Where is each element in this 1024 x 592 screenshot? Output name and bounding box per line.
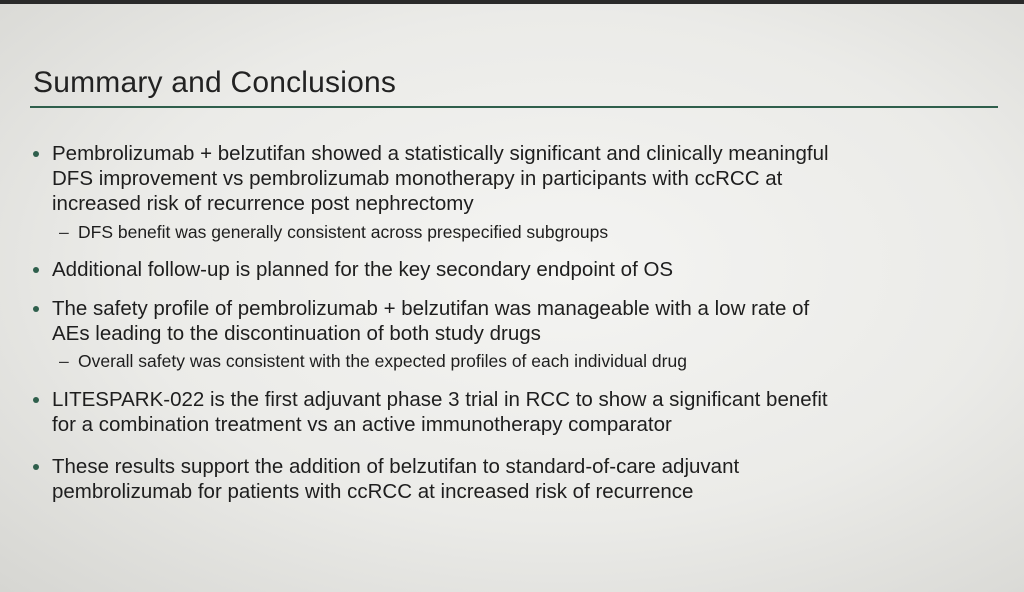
bullet-text-line: DFS improvement vs pembrolizumab monotherapy in participants with ccRCC at xyxy=(52,167,783,190)
bullet-text-line: The safety profile of pembrolizumab + belzutifan was manageable with a low rate of xyxy=(52,297,810,320)
sub-bullet-item xyxy=(59,221,978,243)
bullet-dot-icon xyxy=(33,397,39,403)
bullet-dot-icon xyxy=(33,267,39,273)
slide-title: Summary and Conclusions xyxy=(33,66,397,99)
sub-bullet-dash-icon: – xyxy=(59,222,69,242)
bullet-item xyxy=(52,141,992,216)
bullet-text-line: for a combination treatment vs an active immunotherapy comparator xyxy=(52,413,672,436)
bullet-item xyxy=(52,454,992,504)
sub-bullet-dash-icon: – xyxy=(59,351,69,371)
bullet-text-line: pembrolizumab for patients with ccRCC at increased risk of recurrence xyxy=(52,480,694,503)
bullet-text-line: AEs leading to the discontinuation of both study drugs xyxy=(52,322,541,345)
sub-bullet-text: DFS benefit was generally consistent across prespecified subgroups xyxy=(78,222,609,242)
bullet-item xyxy=(52,387,992,437)
bullet-text-line: LITESPARK-022 is the first adjuvant phase 3 trial in RCC to show a significant benefit xyxy=(52,388,828,411)
bullet-text-line: increased risk of recurrence post nephrectomy xyxy=(52,192,474,215)
bullet-dot-icon xyxy=(33,464,39,470)
bullet-dot-icon xyxy=(33,151,39,157)
bullet-text-line: These results support the addition of belzutifan to standard-of-care adjuvant xyxy=(52,455,740,478)
bullet-text-line: Pembrolizumab + belzutifan showed a statistically significant and clinically meaningful xyxy=(52,142,829,165)
bullet-item xyxy=(52,296,992,346)
bullet-dot-icon xyxy=(33,306,39,312)
sub-bullet-item xyxy=(59,350,978,372)
bullet-item xyxy=(52,257,992,282)
bullet-text-line: Additional follow-up is planned for the key secondary endpoint of OS xyxy=(52,258,674,281)
sub-bullet-text: Overall safety was consistent with the expected profiles of each individual drug xyxy=(78,351,687,371)
